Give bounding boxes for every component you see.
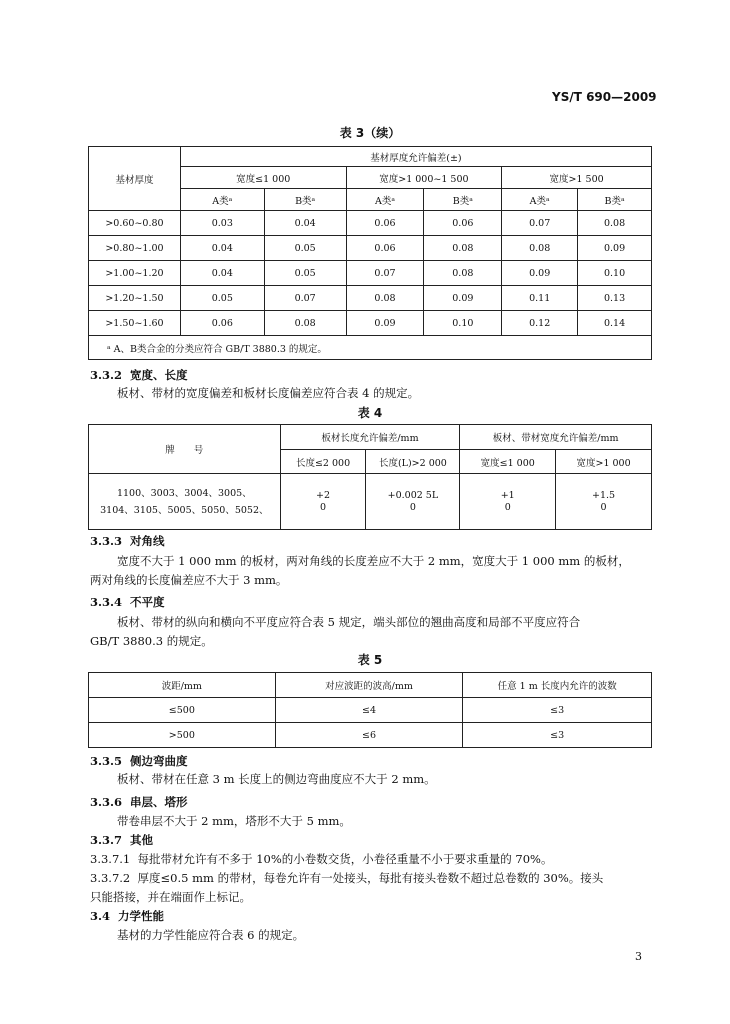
section-3-3-7-2 bbox=[90, 869, 650, 907]
section-3-3-5 bbox=[90, 753, 188, 769]
section-3-3-4 bbox=[90, 594, 165, 610]
value-cell: 0.14 bbox=[578, 311, 652, 336]
page-number: 3 bbox=[635, 950, 642, 963]
lower-value: 0 bbox=[600, 501, 607, 513]
tolerance-cell bbox=[366, 474, 460, 530]
table-row bbox=[89, 723, 652, 748]
paragraph-line: 只能搭接，并在端面作上标记。 bbox=[90, 890, 251, 904]
table4 bbox=[88, 424, 652, 530]
table5 bbox=[88, 672, 652, 748]
section-number: 3.3.6 bbox=[90, 795, 123, 809]
section-3-4 bbox=[90, 908, 164, 924]
value-cell: 0.13 bbox=[578, 286, 652, 311]
table-row bbox=[89, 261, 652, 286]
value-cell: 0.07 bbox=[502, 211, 578, 236]
value-cell: 0.08 bbox=[424, 236, 502, 261]
section-number: 3.3.7 bbox=[90, 833, 123, 847]
class-label: B类ᵃ bbox=[578, 189, 652, 211]
width-group-header: 板材、带材宽度允许偏差/mm bbox=[460, 425, 652, 450]
section-number: 3.3.2 bbox=[90, 368, 123, 382]
value-cell: 0.06 bbox=[424, 211, 502, 236]
table-row bbox=[89, 311, 652, 336]
table-row bbox=[89, 474, 652, 530]
paragraph-line: 板材、带材的纵向和横向不平度应符合表 5 规定，端头部位的翘曲高度和局部不平度应符合 bbox=[117, 615, 581, 629]
upper-value: +1 bbox=[500, 489, 515, 501]
section-title: 对角线 bbox=[130, 534, 165, 548]
value-cell: 0.06 bbox=[346, 211, 424, 236]
sub-header: 宽度≤1 000 bbox=[460, 450, 556, 474]
section-number: 3.3.7.2 bbox=[90, 871, 131, 885]
cell: ≤3 bbox=[463, 723, 652, 748]
table-row bbox=[89, 698, 652, 723]
value-cell: 0.04 bbox=[180, 236, 264, 261]
value-cell: 0.09 bbox=[502, 261, 578, 286]
value-cell: 0.08 bbox=[264, 311, 346, 336]
value-cell: 0.05 bbox=[264, 261, 346, 286]
lower-value: 0 bbox=[409, 501, 416, 513]
value-cell: 0.07 bbox=[346, 261, 424, 286]
value-cell: 0.03 bbox=[180, 211, 264, 236]
upper-value: +2 bbox=[316, 489, 331, 501]
upper-value: +0.002 5L bbox=[387, 489, 439, 501]
section-title: 侧边弯曲度 bbox=[130, 754, 188, 768]
thickness-header: 基材厚度 bbox=[89, 147, 181, 211]
section-3-3-7 bbox=[90, 832, 153, 848]
thickness-cell: >0.60~0.80 bbox=[89, 211, 181, 236]
value-cell: 0.04 bbox=[264, 211, 346, 236]
lower-value: 0 bbox=[320, 501, 327, 513]
section-3-3-3 bbox=[90, 533, 165, 549]
paragraph bbox=[90, 552, 650, 590]
table3 bbox=[88, 146, 652, 360]
tolerance-header: 基材厚度允许偏差(±) bbox=[180, 147, 651, 167]
value-cell: 0.04 bbox=[180, 261, 264, 286]
width-group-3: 宽度>1 500 bbox=[502, 167, 652, 189]
table-row bbox=[89, 211, 652, 236]
value-cell: 0.09 bbox=[424, 286, 502, 311]
section-number: 3.3.7.1 bbox=[90, 852, 131, 866]
sub-header: 宽度>1 000 bbox=[556, 450, 652, 474]
section-number: 3.3.4 bbox=[90, 595, 123, 609]
cell: ≤4 bbox=[275, 698, 463, 723]
width-group-1: 宽度≤1 000 bbox=[180, 167, 346, 189]
paragraph: 基材的力学性能应符合表 6 的规定。 bbox=[117, 928, 305, 942]
cell: ≤6 bbox=[275, 723, 463, 748]
table-row bbox=[89, 236, 652, 261]
section-title: 其他 bbox=[130, 833, 154, 847]
value-cell: 0.10 bbox=[424, 311, 502, 336]
table3-caption: 表 3（续） bbox=[339, 126, 401, 140]
paragraph bbox=[90, 613, 650, 651]
paragraph-line: 两对角线的长度偏差应不大于 3 mm。 bbox=[90, 573, 288, 587]
section-3-3-7-1 bbox=[90, 850, 552, 869]
value-cell: 0.05 bbox=[180, 286, 264, 311]
cell: ≤3 bbox=[463, 698, 652, 723]
grade-header: 牌 号 bbox=[89, 425, 281, 474]
standard-number: YS/T 690—2009 bbox=[552, 90, 657, 104]
section-number: 3.4 bbox=[90, 909, 111, 923]
value-cell: 0.06 bbox=[346, 236, 424, 261]
section-number: 3.3.5 bbox=[90, 754, 123, 768]
value-cell: 0.06 bbox=[180, 311, 264, 336]
thickness-cell: >1.20~1.50 bbox=[89, 286, 181, 311]
value-cell: 0.12 bbox=[502, 311, 578, 336]
grade-line: 3104、3105、5005、5050、5052、 bbox=[100, 504, 269, 516]
paragraph-line: 宽度不大于 1 000 mm 的板材，两对角线的长度差应不大于 2 mm，宽度大于 1 000 mm 的板材， bbox=[117, 554, 630, 568]
section-title: 力学性能 bbox=[118, 909, 165, 923]
thickness-cell: >1.00~1.20 bbox=[89, 261, 181, 286]
value-cell: 0.08 bbox=[424, 261, 502, 286]
value-cell: 0.07 bbox=[264, 286, 346, 311]
table4-caption: 表 4 bbox=[357, 406, 383, 420]
section-title: 不平度 bbox=[130, 595, 165, 609]
paragraph: 板材、带材在任意 3 m 长度上的侧边弯曲度应不大于 2 mm。 bbox=[117, 772, 436, 786]
class-label: A类ᵃ bbox=[346, 189, 424, 211]
upper-value: +1.5 bbox=[592, 489, 616, 501]
class-label: B类ᵃ bbox=[264, 189, 346, 211]
class-label: A类ᵃ bbox=[502, 189, 578, 211]
column-header: 对应波距的波高/mm bbox=[275, 673, 463, 698]
paragraph: 板材、带材的宽度偏差和板材长度偏差应符合表 4 的规定。 bbox=[117, 386, 420, 400]
paragraph: 带卷串层不大于 2 mm，塔形不大于 5 mm。 bbox=[117, 814, 351, 828]
length-group-header: 板材长度允许偏差/mm bbox=[280, 425, 460, 450]
sub-header: 长度(L)>2 000 bbox=[366, 450, 460, 474]
class-label: B类ᵃ bbox=[424, 189, 502, 211]
thickness-cell: >1.50~1.60 bbox=[89, 311, 181, 336]
paragraph-line bbox=[90, 869, 650, 888]
paragraph-line: GB/T 3880.3 的规定。 bbox=[90, 634, 213, 648]
tolerance-cell bbox=[460, 474, 556, 530]
width-group-2: 宽度>1 000~1 500 bbox=[346, 167, 502, 189]
value-cell: 0.05 bbox=[264, 236, 346, 261]
value-cell: 0.09 bbox=[346, 311, 424, 336]
value-cell: 0.10 bbox=[578, 261, 652, 286]
value-cell: 0.09 bbox=[578, 236, 652, 261]
thickness-cell: >0.80~1.00 bbox=[89, 236, 181, 261]
section-3-3-6 bbox=[90, 794, 188, 810]
tolerance-cell bbox=[280, 474, 366, 530]
section-title: 宽度、长度 bbox=[130, 368, 188, 382]
grade-cell bbox=[89, 474, 281, 530]
class-label: A类ᵃ bbox=[180, 189, 264, 211]
value-cell: 0.08 bbox=[578, 211, 652, 236]
sub-header: 长度≤2 000 bbox=[280, 450, 366, 474]
section-3-3-2 bbox=[90, 367, 188, 383]
section-number: 3.3.3 bbox=[90, 534, 123, 548]
cell: ≤500 bbox=[89, 698, 276, 723]
cell: >500 bbox=[89, 723, 276, 748]
column-header: 波距/mm bbox=[89, 673, 276, 698]
paragraph: 厚度≤0.5 mm 的带材，每卷允许有一处接头，每批有接头卷数不超过总卷数的 30%。接头 bbox=[137, 871, 604, 885]
table-row bbox=[89, 286, 652, 311]
column-header: 任意 1 m 长度内允许的波数 bbox=[463, 673, 652, 698]
section-title: 串层、塔形 bbox=[130, 795, 188, 809]
tolerance-cell bbox=[556, 474, 652, 530]
value-cell: 0.11 bbox=[502, 286, 578, 311]
table3-footnote: ᵃ A、B类合金的分类应符合 GB/T 3880.3 的规定。 bbox=[89, 336, 652, 360]
paragraph: 每批带材允许有不多于 10%的小卷数交货，小卷径重量不小于要求重量的 70%。 bbox=[137, 852, 553, 866]
grade-line: 1100、3003、3004、3005、 bbox=[116, 487, 252, 499]
lower-value: 0 bbox=[504, 501, 511, 513]
value-cell: 0.08 bbox=[502, 236, 578, 261]
table5-caption: 表 5 bbox=[357, 653, 383, 667]
value-cell: 0.08 bbox=[346, 286, 424, 311]
